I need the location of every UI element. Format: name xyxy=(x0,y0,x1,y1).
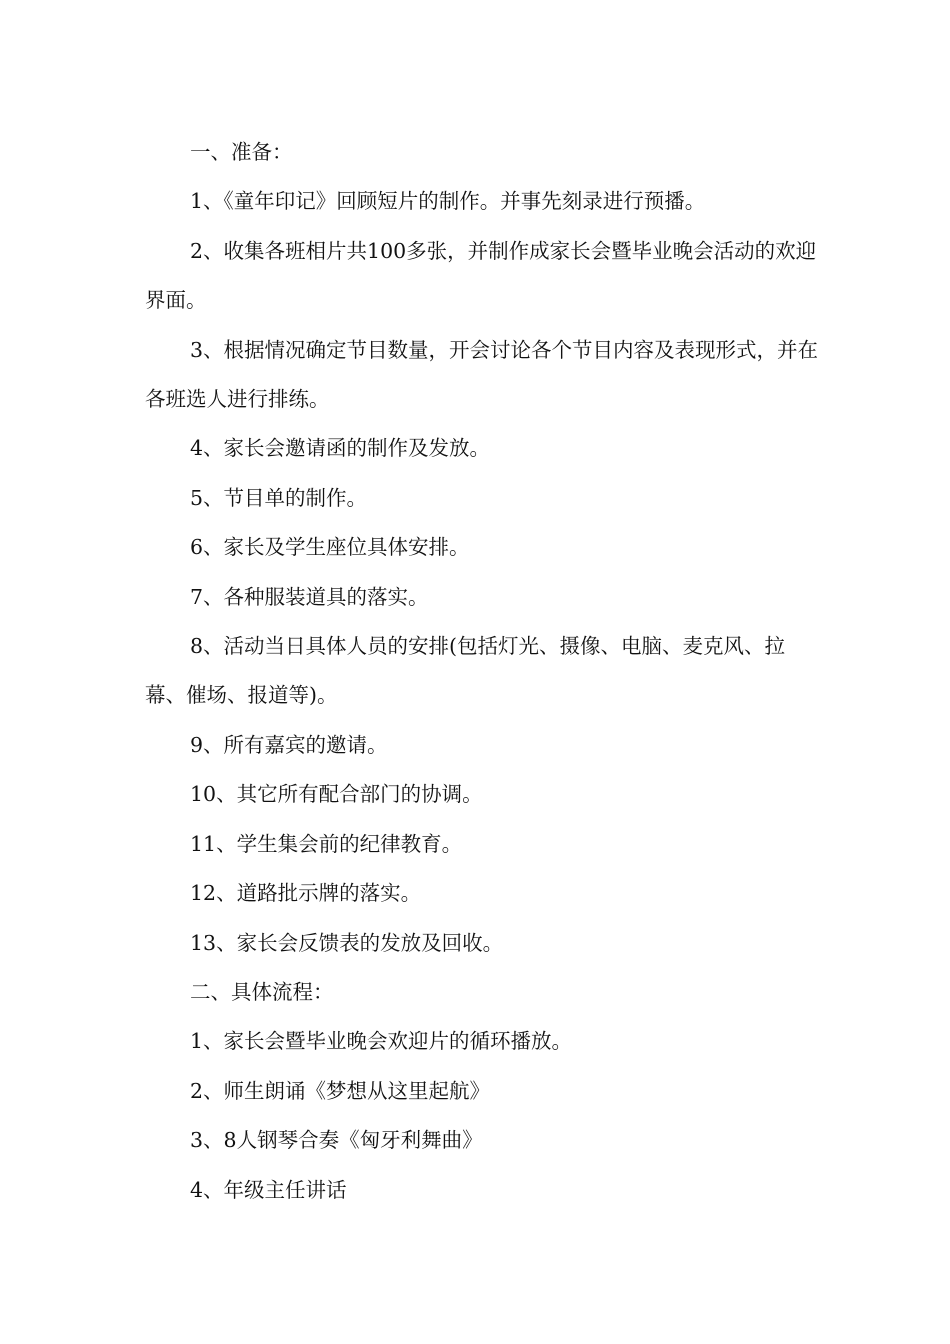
list-item: 4、家长会邀请函的制作及发放。 xyxy=(190,436,491,461)
list-item: 13、家长会反馈表的发放及回收。 xyxy=(190,930,504,955)
list-item: 5、节目单的制作。 xyxy=(190,485,368,510)
list-item: 8、活动当日具体人员的安排(包括灯光、摄像、电脑、麦克风、拉幕、催场、报道等)。 xyxy=(145,634,786,708)
list-item: 9、所有嘉宾的邀请。 xyxy=(190,732,388,757)
section-heading-process: 二、具体流程： xyxy=(190,979,334,1004)
list-item: 4、年级主任讲话 xyxy=(190,1177,347,1202)
list-item: 10、其它所有配合部门的协调。 xyxy=(190,782,483,807)
list-item: 3、根据情况确定节目数量，开会讨论各个节目内容及表现形式，并在各班选人进行排练。 xyxy=(145,337,819,412)
document-body xyxy=(145,128,825,1215)
list-item: 2、收集各班相片共100多张，并制作成家长会暨毕业晚会活动的欢迎界面。 xyxy=(145,238,817,313)
list-item: 1、《童年印记》回顾短片的制作。并事先刻录进行预播。 xyxy=(190,189,706,214)
list-item: 6、家长及学生座位具体安排。 xyxy=(190,535,470,560)
list-item: 1、家长会暨毕业晚会欢迎片的循环播放。 xyxy=(190,1029,573,1054)
list-item: 12、道路批示牌的落实。 xyxy=(190,881,422,906)
section-heading-preparation: 一、准备： xyxy=(190,140,293,164)
list-item: 2、师生朗诵《梦想从这里起航》 xyxy=(190,1078,491,1103)
list-item: 7、各种服装道具的落实。 xyxy=(190,584,429,609)
list-item: 3、8人钢琴合奏《匈牙利舞曲》 xyxy=(190,1128,483,1153)
list-item: 11、学生集会前的纪律教育。 xyxy=(190,831,463,856)
